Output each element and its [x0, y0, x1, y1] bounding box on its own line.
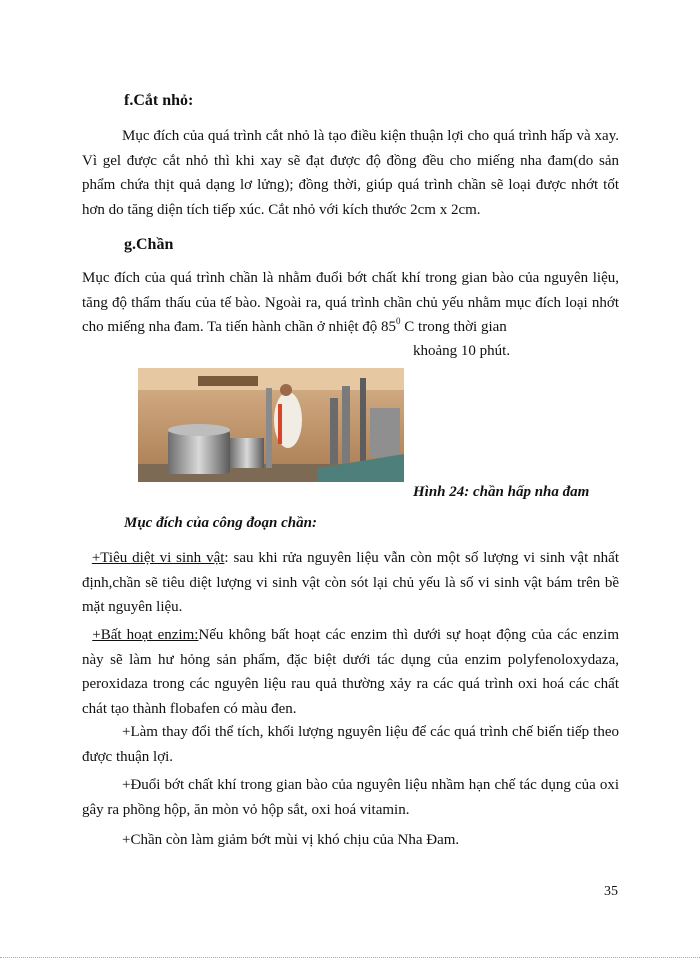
figure-caption: Hình 24: chần hấp nha đam — [413, 484, 590, 500]
section-f-heading: f.Cắt nhỏ: — [124, 92, 194, 109]
purpose-heading: Mục đích của công đoạn chần: — [124, 515, 317, 531]
section-g-duration: khoảng 10 phút. — [413, 343, 511, 359]
section-g-paragraph — [82, 266, 619, 340]
temperature-superscript: 0 — [396, 316, 401, 326]
purpose-item-1-text: : sau khi rửa nguyên liệu vẫn còn một số lượng vi sinh vật nhất định,chần sẽ tiêu diệt lượng vi sinh vật còn sót lại chủ yếu là số vi sinh vật bám trên bề mặt nguyên liệu. — [82, 550, 619, 615]
section-g-text: Mục đích của quá trình chần là nhằm đuổi bớt chất khí trong gian bào của nguyên liệu, tăng độ thẩm thấu của tế bào. Ngoài ra, quá trình chần chủ yếu nhằm mục đích loại nhớt cho miếng nha đam. Ta tiến hành chần ở nhiệt độ 85 — [82, 270, 619, 335]
section-f-paragraph: Mục đích của quá trình cắt nhỏ là tạo điều kiện thuận lợi cho quá trình hấp và xay. Vì gel được cắt nhỏ thì khi xay sẽ đạt được độ đồng đều cho miếng nha đam(do sản phẩm chứa thịt quả dạng lơ lửng); đồng thời, giúp quá trình chần sẽ loại được nhớt tốt hơn do tăng diện tích tiếp xúc. Cắt nhỏ với kích thước 2cm x 2cm. — [82, 128, 619, 218]
purpose-item-2-label: +Bất hoạt enzim: — [92, 627, 199, 643]
purpose-item-2 — [82, 623, 619, 721]
purpose-item-3: +Làm thay đổi thể tích, khối lượng nguyên liệu để các quá trình chế biến tiếp theo được thuận lợi. — [82, 724, 619, 765]
blanching-equipment-photo — [138, 368, 404, 482]
page-number: 35 — [604, 884, 618, 899]
section-g-heading: g.Chần — [124, 236, 174, 253]
purpose-item-5: +Chần còn làm giảm bớt mùi vị khó chịu của Nha Đam. — [122, 832, 460, 848]
purpose-item-4: +Đuổi bớt chất khí trong gian bào của nguyên liệu nhầm hạn chế tác dụng của oxi gây ra phồng hộp, ăn mòn vỏ hộp sắt, oxi hoá vitamin. — [82, 777, 619, 818]
purpose-item-1 — [82, 546, 619, 620]
purpose-item-1-label: +Tiêu diệt vi sinh vật — [91, 550, 225, 566]
equipment-illustration — [138, 368, 404, 482]
temperature-unit-text: C trong thời gian — [400, 319, 507, 335]
purpose-item-2-text: Nếu không bất hoạt các enzim thì dưới sự hoạt động của các enzim này sẽ làm hư hỏng sản phẩm, đặc biệt dưới tác dụng của enzim polyfenoloxydaza, peroxidaza trong các nguyên liệu rau quả thường xảy ra các quá trình oxi hoá các chất chát tạo thành flobafen có màu đen. — [82, 627, 620, 717]
page-bottom-divider — [0, 957, 700, 958]
